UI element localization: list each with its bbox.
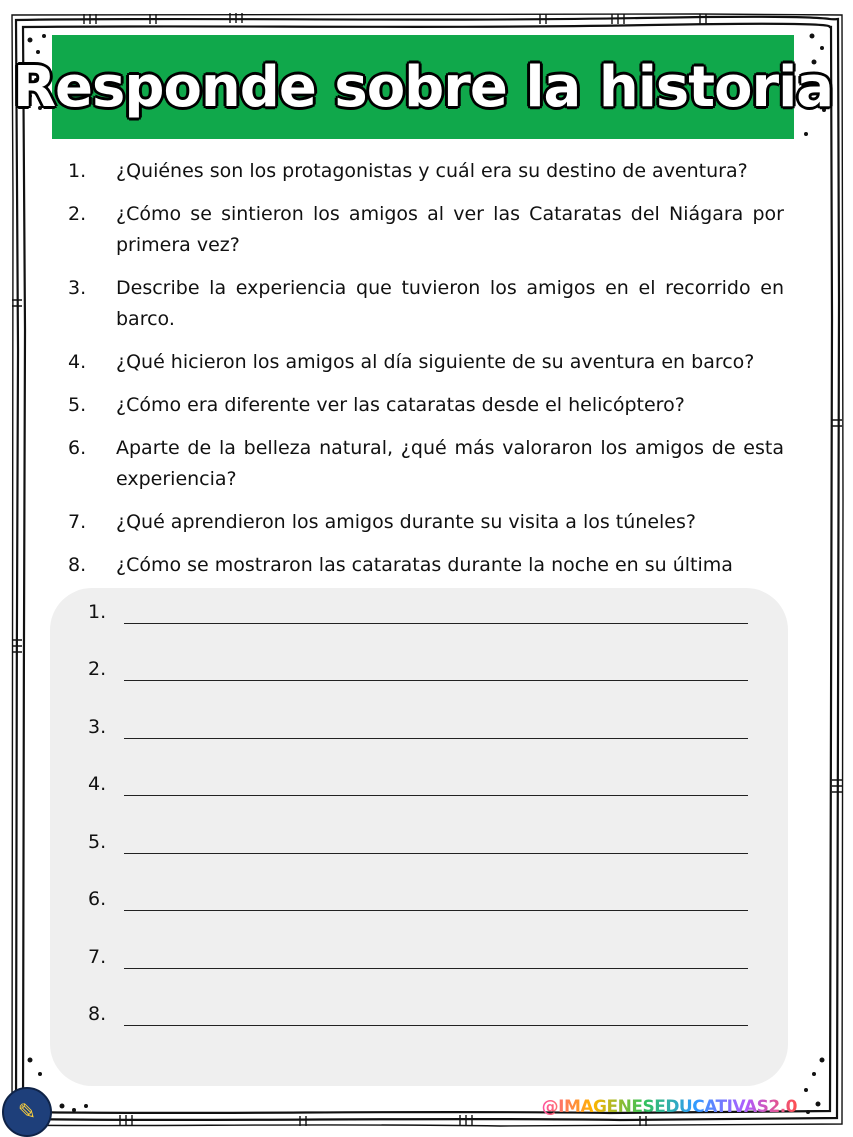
title-banner: [12, 35, 834, 139]
question-number: 4.: [68, 351, 87, 373]
pencil-logo-icon: ✎: [2, 1087, 52, 1137]
question-text: ¿Qué aprendieron los amigos durante su visita a los túneles?: [116, 511, 696, 533]
answer-line[interactable]: [124, 853, 748, 854]
answer-line[interactable]: [124, 910, 748, 911]
question-number: 8.: [68, 554, 87, 576]
question-text: ¿Cómo era diferente ver las cataratas desde el helicóptero?: [116, 394, 685, 416]
question-item: [68, 273, 784, 335]
answer-number: 2.: [88, 658, 107, 680]
answer-row[interactable]: [88, 1002, 748, 1026]
answer-line[interactable]: [124, 738, 748, 739]
question-item: [68, 347, 784, 378]
watermark: @IMAGENESEDUCATIVAS2.0: [541, 1097, 797, 1117]
question-item: [68, 550, 784, 580]
question-item: [68, 199, 784, 261]
question-text: ¿Cómo se sintieron los amigos al ver las Cataratas del Niágara por primera vez?: [116, 203, 784, 256]
question-text: ¿Qué hicieron los amigos al día siguiente de su aventura en barco?: [116, 351, 755, 373]
question-list: [68, 156, 784, 580]
page-title: Responde sobre la historia: [12, 54, 834, 120]
answer-row[interactable]: [88, 887, 748, 911]
answer-line[interactable]: [124, 623, 748, 624]
answer-number: 5.: [88, 831, 107, 853]
answer-row[interactable]: [88, 600, 748, 624]
answer-row[interactable]: [88, 945, 748, 969]
question-number: 2.: [68, 203, 87, 225]
question-number: 1.: [68, 160, 87, 182]
question-number: 6.: [68, 437, 87, 459]
answer-number: 6.: [88, 888, 107, 910]
answer-number: 7.: [88, 946, 107, 968]
question-number: 7.: [68, 511, 87, 533]
question-text: ¿Cómo se mostraron las cataratas durante la noche en su última: [116, 554, 733, 576]
answer-line[interactable]: [124, 1025, 748, 1026]
answer-row[interactable]: [88, 657, 748, 681]
question-text: Aparte de la belleza natural, ¿qué más valoraron los amigos de esta experiencia?: [116, 437, 784, 490]
answer-number: 3.: [88, 716, 107, 738]
answer-panel: [50, 588, 788, 1086]
answer-number: 4.: [88, 773, 107, 795]
question-text: Describe la experiencia que tuvieron los amigos en el recorrido en barco.: [116, 277, 784, 330]
answer-row[interactable]: [88, 772, 748, 796]
question-item: [68, 156, 784, 187]
answer-line[interactable]: [124, 968, 748, 969]
answer-row[interactable]: [88, 830, 748, 854]
answer-line[interactable]: [124, 795, 748, 796]
answer-row[interactable]: [88, 715, 748, 739]
question-text: ¿Quiénes son los protagonistas y cuál era su destino de aventura?: [116, 160, 748, 182]
question-item: [68, 507, 784, 538]
question-number: 5.: [68, 394, 87, 416]
question-number: 3.: [68, 277, 87, 299]
answer-line[interactable]: [124, 680, 748, 681]
answer-number: 8.: [88, 1003, 107, 1025]
question-item: [68, 433, 784, 495]
question-item: [68, 390, 784, 421]
answer-number: 1.: [88, 601, 107, 623]
